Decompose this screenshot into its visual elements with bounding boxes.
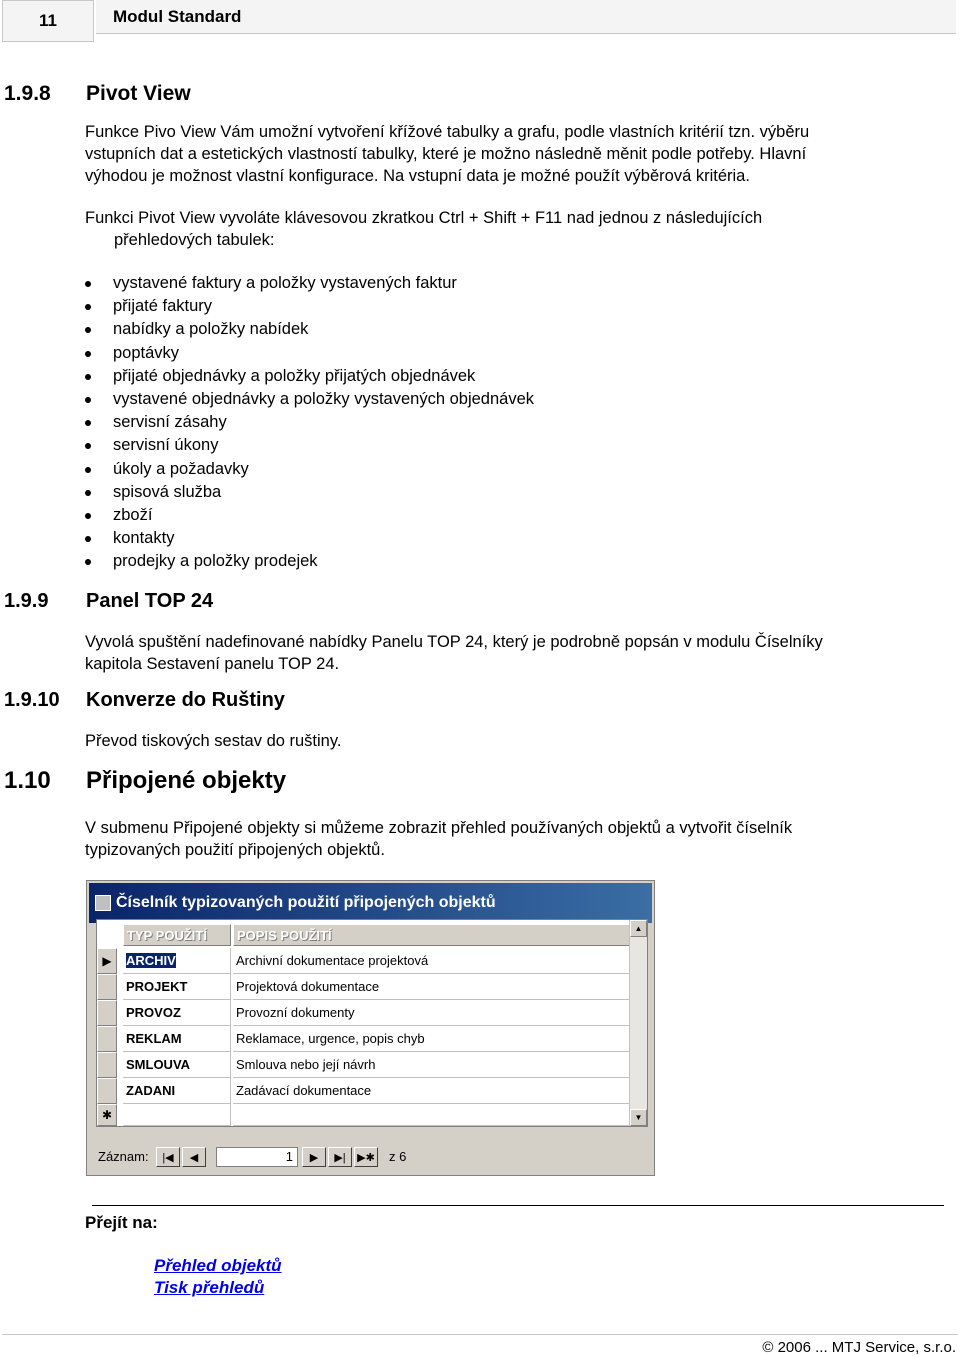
new-record-cell[interactable] bbox=[123, 1104, 231, 1126]
row-selector[interactable] bbox=[97, 1052, 117, 1078]
section-1-9-9-heading: 1.9.9 Panel TOP 24 bbox=[4, 590, 214, 612]
list-item: přijaté faktury bbox=[84, 295, 534, 318]
table-cell-description[interactable]: Projektová dokumentace bbox=[233, 974, 635, 1000]
column-header-type[interactable]: TYP POUŽITÍ bbox=[123, 924, 231, 946]
table-cell-type[interactable]: PROVOZ bbox=[123, 1000, 231, 1026]
record-number-input[interactable]: 1 bbox=[216, 1147, 298, 1167]
list-item: spisová služba bbox=[84, 481, 534, 504]
link-print-overviews[interactable]: Tisk přehledů bbox=[154, 1278, 265, 1297]
vertical-scrollbar[interactable] bbox=[629, 920, 647, 1126]
table-cell-type[interactable]: ZADANI bbox=[123, 1078, 231, 1104]
divider bbox=[92, 1205, 944, 1206]
row-selector[interactable] bbox=[97, 1000, 117, 1026]
new-record-icon[interactable]: ▶✱ bbox=[354, 1147, 378, 1167]
table-cell-type[interactable]: PROJEKT bbox=[123, 974, 231, 1000]
table-cell-description[interactable]: Smlouva nebo její návrh bbox=[233, 1052, 635, 1078]
list-item: vystavené faktury a položky vystavených faktur bbox=[84, 272, 534, 295]
pivot-intro-paragraph: Funkce Pivo View Vám umožní vytvoření křížové tabulky a grafu, podle vlastních kritérií tzn. výběru vstupních dat a estetických vlastností tabulky, které je možno následně měnit podle potřeby. Hlavní výhodou je možnost vlastní konfigurace. Na vstupní data je možné použít výběrová kritéria. bbox=[85, 123, 810, 185]
table-cell-type[interactable]: SMLOUVA bbox=[123, 1052, 231, 1078]
window-title: Číselník typizovaných použití připojených objektů bbox=[116, 894, 496, 911]
pivot-shortcut-paragraph: Funkci Pivot View vyvoláte klávesovou zkratkou Ctrl + Shift + F11 nad jednou z následujících přehledových tabulek: bbox=[85, 209, 763, 249]
goto-label: Přejít na: bbox=[85, 1213, 158, 1232]
pivot-table-list bbox=[84, 272, 534, 574]
new-record-cell[interactable] bbox=[233, 1104, 635, 1126]
list-item: nabídky a položky nabídek bbox=[84, 318, 534, 341]
next-record-icon[interactable]: ▶ bbox=[302, 1147, 326, 1167]
section-1-10-heading: 1.10 Připojené objekty bbox=[4, 767, 287, 794]
row-selector-current[interactable]: ▶ bbox=[97, 948, 117, 974]
record-count: z 6 bbox=[389, 1149, 407, 1164]
table-cell-description[interactable]: Provozní dokumenty bbox=[233, 1000, 635, 1026]
list-item: úkoly a požadavky bbox=[84, 458, 534, 481]
column-header-description[interactable]: POPIS POUŽITÍ bbox=[233, 924, 631, 946]
link-objects-overview[interactable]: Přehled objektů bbox=[154, 1256, 282, 1275]
datasheet-grid bbox=[96, 919, 648, 1127]
row-selector[interactable] bbox=[97, 974, 117, 1000]
record-label: Záznam: bbox=[98, 1149, 149, 1164]
footer-divider bbox=[2, 1334, 958, 1335]
list-item: servisní úkony bbox=[84, 434, 534, 457]
table-cell-type[interactable]: ARCHIV bbox=[123, 948, 231, 974]
scroll-up-icon[interactable]: ▲ bbox=[630, 920, 647, 937]
first-record-icon[interactable]: |◀ bbox=[156, 1147, 180, 1167]
table-cell-description[interactable]: Archivní dokumentace projektová bbox=[233, 948, 635, 974]
window-titlebar bbox=[89, 883, 652, 923]
new-record-selector[interactable]: ✱ bbox=[97, 1104, 117, 1126]
table-cell-description[interactable]: Zadávací dokumentace bbox=[233, 1078, 635, 1104]
panel-top24-paragraph: Vyvolá spuštění nadefinované nabídky Panelu TOP 24, který je podrobně popsán v modulu Číselníky kapitola Sestavení panelu TOP 24. bbox=[85, 633, 823, 673]
section-1-9-8-heading: 1.9.8 Pivot View bbox=[4, 82, 191, 105]
page-number: 11 bbox=[2, 0, 94, 42]
record-navigation bbox=[96, 1145, 648, 1169]
list-item: poptávky bbox=[84, 342, 534, 365]
list-item: zboží bbox=[84, 504, 534, 527]
scroll-down-icon[interactable]: ▼ bbox=[630, 1109, 647, 1126]
previous-record-icon[interactable]: ◀ bbox=[182, 1147, 206, 1167]
list-item: přijaté objednávky a položky přijatých objednávek bbox=[84, 365, 534, 388]
codebook-window bbox=[86, 880, 655, 1176]
list-item: vystavené objednávky a položky vystavených objednávek bbox=[84, 388, 534, 411]
row-selector[interactable] bbox=[97, 1078, 117, 1104]
russian-conversion-paragraph: Převod tiskových sestav do ruštiny. bbox=[85, 732, 342, 750]
module-title: Modul Standard bbox=[113, 6, 242, 26]
table-cell-type[interactable]: REKLAM bbox=[123, 1026, 231, 1052]
form-icon bbox=[95, 895, 111, 911]
table-cell-description[interactable]: Reklamace, urgence, popis chyb bbox=[233, 1026, 635, 1052]
list-item: kontakty bbox=[84, 527, 534, 550]
page-header bbox=[96, 0, 956, 34]
footer-copyright: © 2006 ... MTJ Service, s.r.o. bbox=[762, 1339, 956, 1356]
list-item: servisní zásahy bbox=[84, 411, 534, 434]
list-item: prodejky a položky prodejek bbox=[84, 550, 534, 573]
attached-objects-paragraph: V submenu Připojené objekty si můžeme zobrazit přehled používaných objektů a vytvořit číselník typizovaných použití připojených objektů. bbox=[85, 819, 793, 859]
section-1-9-10-heading: 1.9.10 Konverze do Ruštiny bbox=[4, 689, 285, 711]
row-selector[interactable] bbox=[97, 1026, 117, 1052]
last-record-icon[interactable]: ▶| bbox=[328, 1147, 352, 1167]
